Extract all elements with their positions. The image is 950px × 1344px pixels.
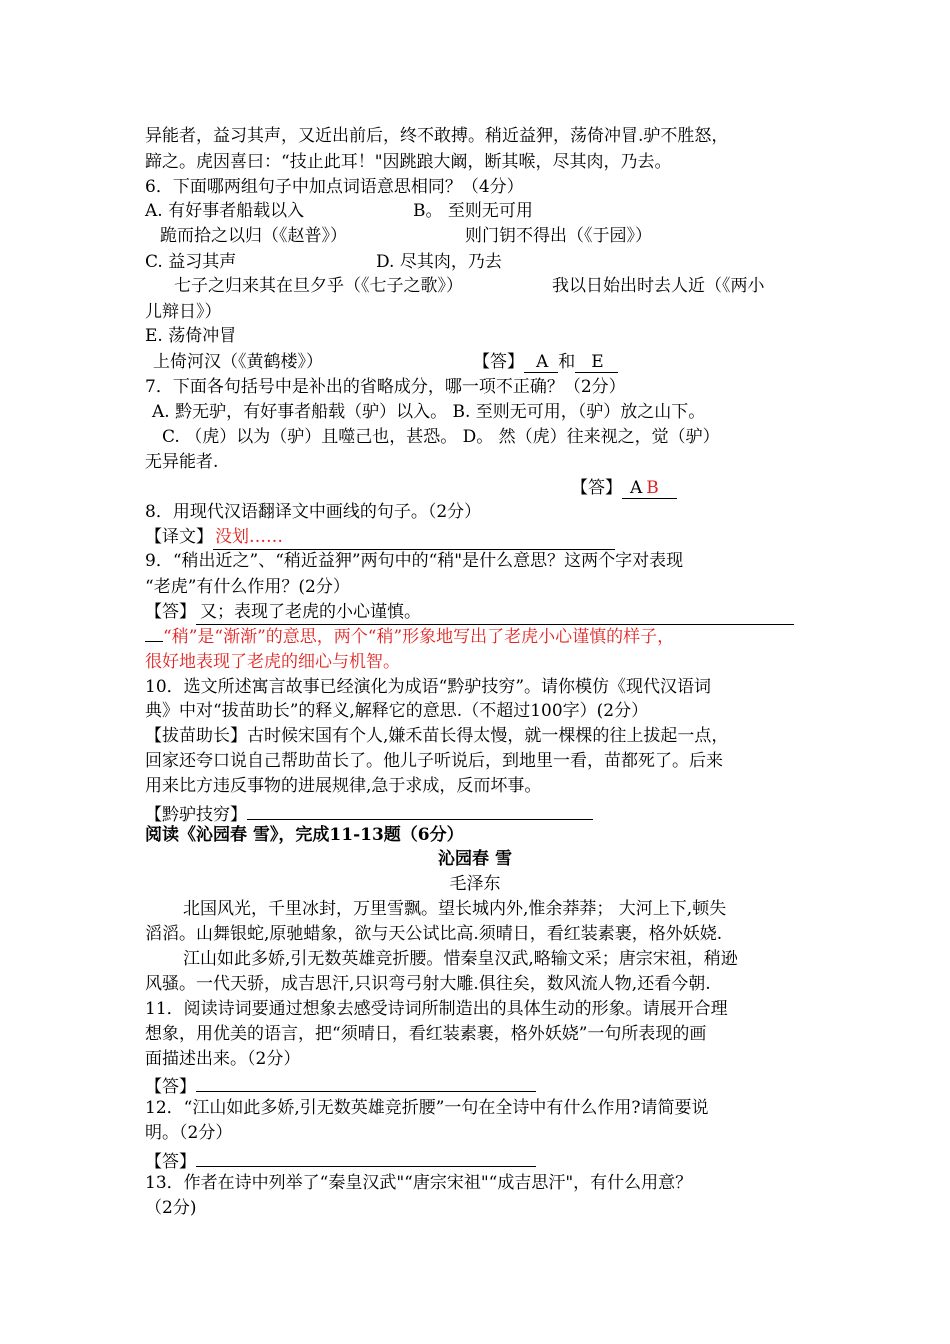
- poem-p2-line-2: 风骚。一代天骄，成吉思汗,只识弯弓射大雕.俱往矣，数风流人物,还看今朝.: [145, 974, 711, 994]
- q6-option-e-source: 上倚河汉（《黄鹤楼》）: [153, 352, 323, 372]
- q6-option-b: B。 至则无可用: [413, 201, 533, 221]
- q12-answer-blank[interactable]: [196, 1146, 536, 1167]
- poem-p2-line-1: 江山如此多娇,引无数英雄竞折腰。惜秦皇汉武,略输文采；唐宗宋祖，稍逊: [183, 949, 738, 969]
- q11-stem-2: 想象，用优美的语言，把“须晴日，看红装素裹，格外妖娆”一句所表现的画: [145, 1024, 707, 1044]
- q6-answer-1: A: [524, 352, 558, 373]
- q6-answer-and: 和: [558, 352, 576, 372]
- poem-author: 毛泽东: [449, 874, 501, 894]
- passage-line-1: 异能者，益习其声，又近出前后，终不敢搏。稍近益狎，荡倚冲冒.驴不胜怒，: [145, 126, 729, 146]
- q9-answer-2: “稍”是“渐渐”的意思，两个“稍”形象地写出了老虎小心谨慎的样子，: [163, 627, 675, 647]
- q13-stem-2: （2分): [145, 1198, 197, 1218]
- q10-stem-1: 10．选文所述寓言故事已经演化为成语“黔驴技穷”。请你模仿《现代汉语词: [145, 677, 712, 697]
- q6-answer-label: 【答】: [473, 352, 524, 372]
- q9-answer-1: 又；表现了老虎的小心谨慎。: [196, 600, 794, 625]
- q11-stem-3: 面描述出来。（2分）: [145, 1049, 301, 1069]
- q9-answer-row: [145, 600, 794, 625]
- section-heading: 阅读《沁园春 雪》，完成11-13题（6分）: [145, 825, 464, 845]
- q10-answer-label: 【黔驴技穷】: [145, 805, 247, 825]
- q13-stem-1: 13．作者在诗中列举了“秦皇汉武"“唐宗宋祖"“成吉思汗"，有什么用意？: [145, 1173, 693, 1193]
- q8-answer: 没划……: [213, 525, 615, 550]
- q7-options-ab: A. 黔无驴，有好事者船载（驴）以入。 B. 至则无可用，（驴）放之山下。: [152, 402, 706, 422]
- q7-answer-label: 【答】: [571, 478, 622, 498]
- q8-stem: 8．用现代汉语翻译文中画线的句子。（2分）: [145, 502, 482, 522]
- q8-answer-label: 【译文】: [145, 527, 213, 547]
- q9-answer-label: 【答】: [145, 602, 196, 622]
- q10-stem-2: 典》中对“拔苗助长”的释义,解释它的意思.（不超过100字）(2分）: [145, 701, 649, 721]
- q6-stem: 6．下面哪两组句子中加点词语意思相同？（4分）: [145, 177, 524, 197]
- passage-line-2: 蹄之。虎因喜曰：“技止此耳！"因跳踉大阚，断其喉，尽其肉，乃去。: [145, 152, 672, 172]
- q11-answer-blank[interactable]: [196, 1071, 536, 1092]
- q11-answer-label: 【答】: [145, 1077, 196, 1097]
- q11-answer-row: [145, 1071, 536, 1099]
- q9-answer-blank: [145, 641, 163, 642]
- q6-answer-2: E: [575, 352, 617, 373]
- q6-option-a: A. 有好事者船载以入: [145, 201, 305, 221]
- q7-stem: 7．下面各句括号中是补出的省略成分，哪一项不正确？（2分）: [145, 377, 626, 397]
- q6-option-d-source: 我以日始出时去人近（《两小: [552, 276, 765, 296]
- q10-example-label: 【拔苗助长】: [145, 726, 247, 746]
- q7-answer-1: A: [622, 478, 642, 499]
- q8-answer-row: [145, 525, 615, 550]
- q9-answer-row-2: [145, 625, 674, 649]
- q12-stem-2: 明。（2分）: [145, 1123, 233, 1143]
- q6-option-b-source: 则门钥不得出（《于园》）: [465, 226, 652, 246]
- q7-options-cont: 无异能者.: [145, 452, 219, 472]
- q6-option-a-source: 跪而拾之以归（《赵普》）: [160, 226, 347, 246]
- q10-answer-blank[interactable]: [247, 799, 593, 820]
- q6-option-d-source-cont: 儿辩日》）: [145, 302, 222, 322]
- poem-p1-line-2: 滔滔。山舞银蛇,原驰蜡象，欲与天公试比高.须晴日，看红装素裹，格外妖娆.: [145, 924, 723, 944]
- q9-stem-2: “老虎”有什么作用？(2分）: [145, 577, 350, 597]
- q6-option-d: D. 尽其肉，乃去: [376, 252, 502, 272]
- q11-stem-1: 11．阅读诗词要通过想象去感受诗词所制造出的具体生动的形象。请展开合理: [145, 999, 728, 1019]
- q6-answer-row: [473, 350, 618, 374]
- q7-answer-2: B: [642, 478, 677, 499]
- q9-stem-1: 9．“稍出近之”、“稍近益狎”两句中的“稍"是什么意思？这两个字对表现: [145, 551, 684, 571]
- q7-options-cd: C. （虎）以为（驴）且噬己也，甚恐。 D。 然（虎）往来视之，觉（驴）: [162, 427, 720, 447]
- q7-answer-row: [571, 476, 677, 500]
- q10-example-text-1: 古时候宋国有个人,嫌禾苗长得太慢，就一棵棵的往上拔起一点，: [247, 726, 729, 746]
- q9-answer-3: 很好地表现了老虎的细心与机智。: [145, 652, 400, 672]
- q10-example-3: 用来比方违反事物的进展规律,急于求成，反而坏事。: [145, 776, 542, 796]
- poem-p1-line-1: 北国风光，千里冰封，万里雪飘。望长城内外,惟余莽莽； 大河上下,顿失: [183, 899, 727, 919]
- q12-answer-row: [145, 1146, 536, 1174]
- q10-example-1: [145, 724, 728, 748]
- q6-option-c: C. 益习其声: [145, 252, 237, 272]
- q6-option-c-source: 七子之归来其在旦夕乎（《七子之歌》）: [174, 276, 463, 296]
- q10-example-2: 回家还夸口说自己帮助苗长了。他儿子听说后，到地里一看，苗都死了。后来: [145, 751, 723, 771]
- poem-title: 沁园春 雪: [438, 849, 512, 869]
- q12-stem-1: 12．“江山如此多娇,引无数英雄竞折腰”一句在全诗中有什么作用?请简要说: [145, 1098, 709, 1118]
- q6-option-e: E. 荡倚冲冒: [145, 326, 237, 346]
- q12-answer-label: 【答】: [145, 1152, 196, 1172]
